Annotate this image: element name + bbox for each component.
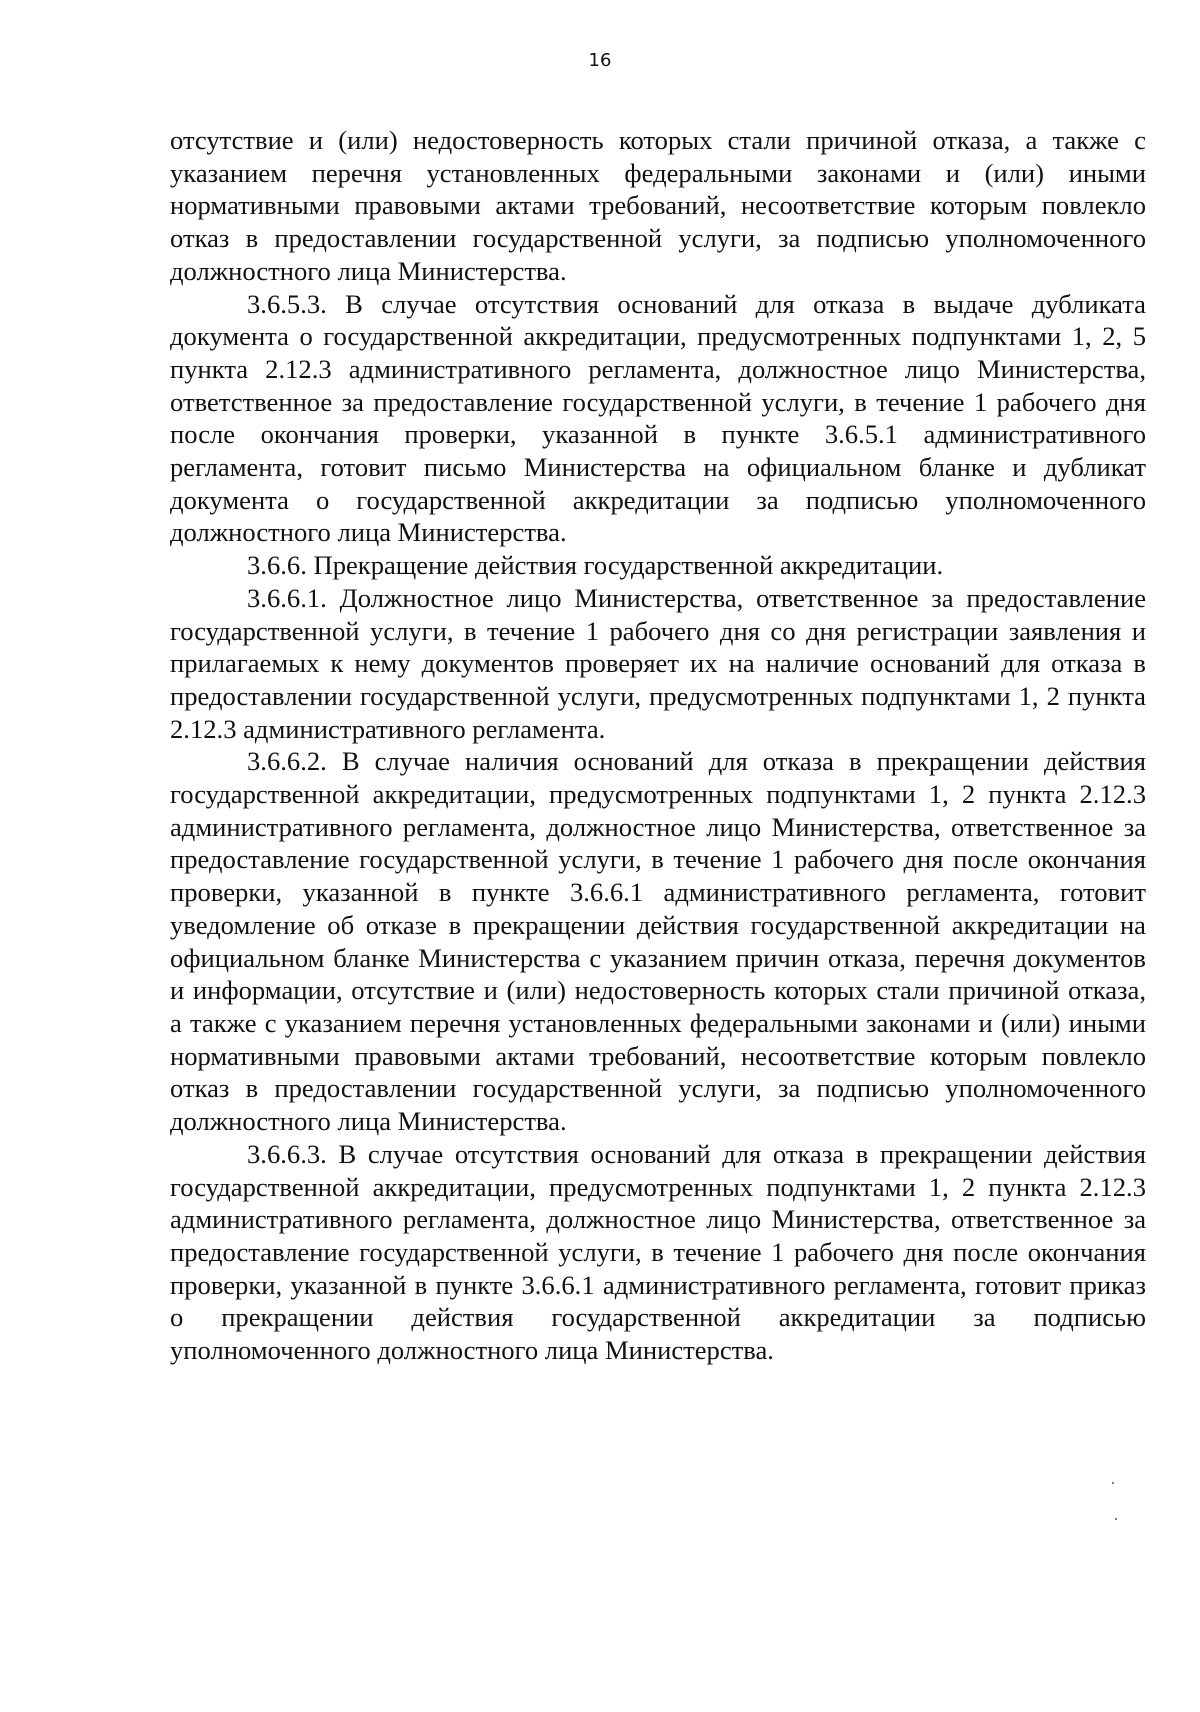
page-number: 16 (588, 50, 612, 71)
paragraph-3-6-6-1: 3.6.6.1. Должностное лицо Министерства, ответственное за предоставление государственной услуги, в течение 1 рабочего дня со дня регистрации заявления и прилагаемых к нему документов проверяет их на наличие оснований для отказа в предоставлении государственной услуги, предусмотренных подпунктами 1, 2 пункта 2.12.3 административного регламента. (170, 582, 1146, 744)
paragraph-3-6-5-3: 3.6.5.3. В случае отсутствия оснований для отказа в выдаче дубликата документа о государственной аккредитации, предусмотренных подпунктами 1, 2, 5 пункта 2.12.3 административного регламента, должностное лицо Министерства, ответственное за предоставление государственной услуги, в течение 1 рабочего дня после окончания проверки, указанной в пункте 3.6.5.1 административного регламента, готовит письмо Министерства на официальном бланке и дубликат документа о государственной аккредитации за подписью уполномоченного должностного лица Министерства. (170, 288, 1146, 548)
document-body (170, 124, 1146, 1367)
paragraph-3-6-6-2: 3.6.6.2. В случае наличия оснований для отказа в прекращении действия государственной аккредитации, предусмотренных подпунктами 1, 2 пункта 2.12.3 административного регламента, должностное лицо Министерства, ответственное за предоставление государственной услуги, в течение 1 рабочего дня после окончания проверки, указанной в пункте 3.6.6.1 административного регламента, готовит уведомление об отказе в прекращении действия государственной аккредитации на официальном бланке Министерства с указанием причин отказа, перечня документов и информации, отсутствие и (или) недостоверность которых стали причиной отказа, а также с указанием перечня установленных федеральными законами и (или) иными нормативными правовыми актами требований, несоответствие которым повлекло отказ в предоставлении государственной услуги, за подписью уполномоченного должностного лица Министерства. (170, 746, 1146, 1137)
paragraph-3-6-6-heading: 3.6.6. Прекращение действия государственной аккредитации. (247, 550, 944, 581)
paragraph-continuation: отсутствие и (или) недостоверность которых стали причиной отказа, а также с указанием перечня установленных федеральными законами и (или) иными нормативными правовыми актами требований, несоответствие которым повлекло отказ в предоставлении государственной услуги, за подписью уполномоченного должностного лица Министерства. (170, 125, 1146, 286)
scan-speck (1115, 1518, 1117, 1520)
scan-speck (1112, 1482, 1114, 1484)
paragraph-3-6-6-3: 3.6.6.3. В случае отсутствия оснований для отказа в прекращении действия государственной аккредитации, предусмотренных подпунктами 1, 2 пункта 2.12.3 административного регламента, должностное лицо Министерства, ответственное за предоставление государственной услуги, в течение 1 рабочего дня после окончания проверки, указанной в пункте 3.6.6.1 административного регламента, готовит приказ о прекращении действия государственной аккредитации за подписью уполномоченного должностного лица Министерства. (170, 1138, 1146, 1366)
scan-specks (1110, 1482, 1118, 1522)
